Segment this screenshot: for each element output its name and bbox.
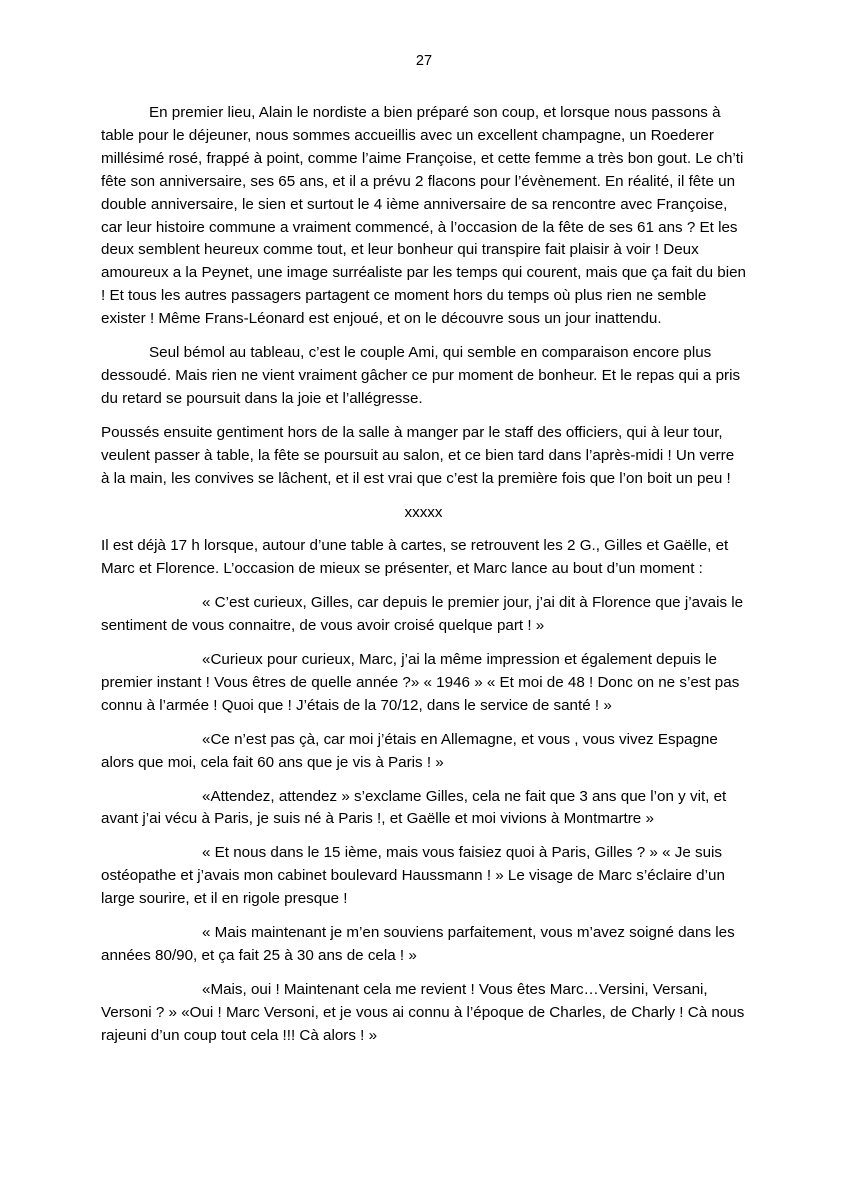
page-body bbox=[101, 102, 746, 1059]
dialogue-7: «Mais, oui ! Maintenant cela me revient ! Vous êtes Marc…Versini, Versani, Versoni ? » «Oui ! Marc Versoni, et je vous ai connu à l’époque de Charles, de Charly ! Cà nous rajeuni d’un coup tout cela !!! Cà alors ! » bbox=[101, 980, 745, 1044]
dialogue-5: « Et nous dans le 15 ième, mais vous faisiez quoi à Paris, Gilles ? » « Je suis ostéopathe et j’avais mon cabinet boulevard Haussmann ! » Le visage de Marc s’éclaire d’un large sourire, et il en rigole presque ! bbox=[101, 844, 725, 908]
dialogue-1: « C’est curieux, Gilles, car depuis le premier jour, j’ai dit à Florence que j’avais le sentiment de vous connaitre, de vous avoir croisé quelque part ! » bbox=[101, 594, 744, 635]
section-separator: xxxxx bbox=[404, 503, 443, 521]
dialogue-2: «Curieux pour curieux, Marc, j’ai la même impression et également depuis le premier instant ! Vous êtres de quelle année ?» « 1946 » « Et moi de 48 ! Donc on ne s’est pas connu à l’armée ! Quoi que ! J’étais de la 70/12, dans le service de santé ! » bbox=[101, 651, 740, 714]
paragraph-3: Poussés ensuite gentiment hors de la salle à manger par le staff des officiers, qui à leur tour, veulent passer à table, la fête se poursuit au salon, et ce bien tard dans l’après-midi ! Un verre à la main, les convives se lâchent, et il est vrai que c’est la première fois que l’on boit un peu ! bbox=[101, 423, 735, 487]
paragraph-4: Il est déjà 17 h lorsque, autour d’une table à cartes, se retrouvent les 2 G., Gilles et Gaëlle, et Marc et Florence. L’occasion de mieux se présenter, et Marc lance au bout d’un moment : bbox=[101, 537, 729, 578]
dialogue-6: « Mais maintenant je m’en souviens parfaitement, vous m’avez soigné dans les années 80/90, et ça fait 25 à 30 ans de cela ! » bbox=[101, 924, 735, 964]
page-number: 27 bbox=[415, 53, 433, 69]
dialogue-4: «Attendez, attendez » s’exclame Gilles, cela ne fait que 3 ans que l’on y vit, et avant j’ai vécu à Paris, je suis né à Paris !, et Gaëlle et moi vivions à Montmartre » bbox=[101, 787, 727, 828]
dialogue-3: «Ce n’est pas çà, car moi j’étais en Allemagne, et vous , vous vivez Espagne alors que moi, cela fait 60 ans que je vis à Paris ! » bbox=[101, 730, 718, 771]
paragraph-1: En premier lieu, Alain le nordiste a bien préparé son coup, et lorsque nous passons à table pour le déjeuner, nous sommes accueillis avec un excellent champagne, un Roederer millésimé rosé, frappé à point, comme l’aime Françoise, et cette femme a très bon gout. Le ch’ti fête son anniversaire, ses 65 ans, et il a prévu 2 flacons pour l’évènement. En réalité, il fête un double anniversaire, le sien et surtout le 4 ième anniversaire de sa rencontre avec Françoise, car leur histoire commune a vraiment commencé, à l’occasion de la fête de ses 61 ans ? Et les deux semblent heureux comme tout, et leur bonheur qui transpire fait plaisir à voir ! Deux amoureux a la Peynet, une image surréaliste par les temps qui courent, mais que ça fait du bien ! Et tous les autres passagers partagent ce moment hors du temps où plus rien ne semble exister ! Même Frans-Léonard est enjoué, et on le découvre sous un jour inattendu. bbox=[101, 104, 746, 328]
paragraph-2: Seul bémol au tableau, c’est le couple Ami, qui semble en comparaison encore plus dessoudé. Mais rien ne vient vraiment gâcher ce pur moment de bonheur. Et le repas qui a pris du retard se poursuit dans la joie et l’allégresse. bbox=[101, 344, 741, 407]
